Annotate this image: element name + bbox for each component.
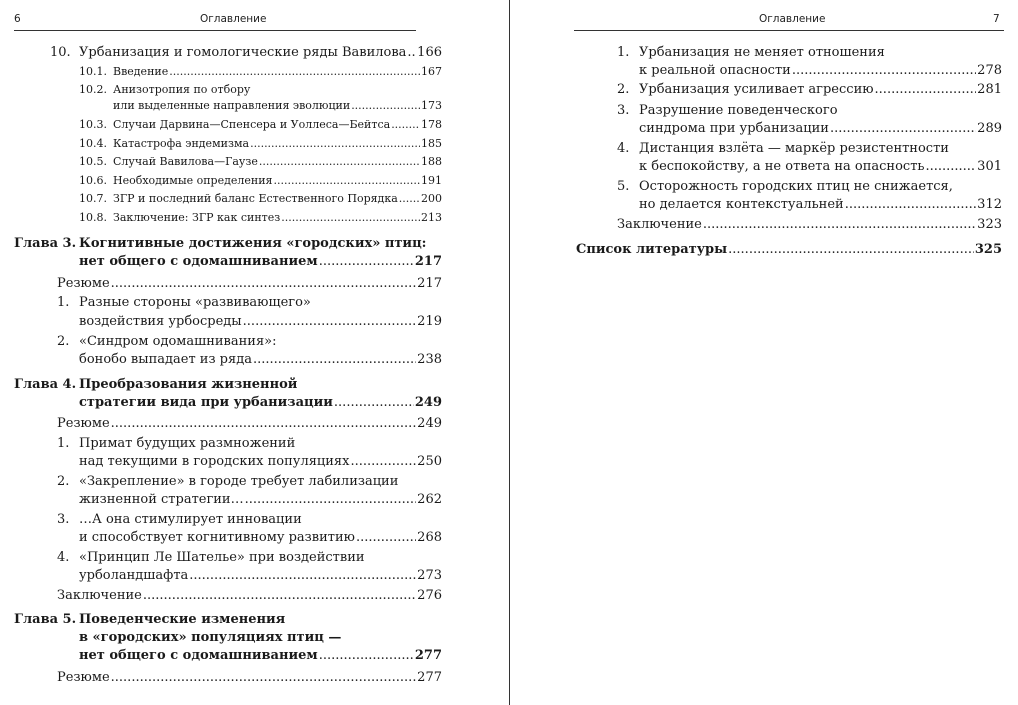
chapter-title: в «городских» популяциях птиц — [79, 630, 342, 645]
entry-page: 173 [421, 99, 442, 112]
entry-title: «Принцип Ле Шателье» при воздействии [79, 550, 365, 565]
entry-number: 10.3. [79, 118, 107, 131]
leader-dots [391, 117, 420, 133]
toc-chapter-3-line1[interactable] [14, 235, 426, 253]
entry-title: Случай Вавилова—Гаузе [113, 155, 258, 168]
right-header-rule [574, 30, 1004, 31]
entry-page: 191 [421, 174, 442, 187]
toc-entry-10-7[interactable] [79, 191, 442, 207]
toc-entry-ch3-2-line1[interactable] [57, 333, 277, 351]
leader-dots [830, 120, 976, 138]
toc-entry-10-3[interactable] [79, 117, 442, 133]
entry-page: 188 [421, 155, 442, 168]
entry-page: 166 [417, 45, 442, 60]
entry-page: 273 [417, 568, 442, 583]
toc-entry-r5[interactable] [639, 196, 1002, 214]
toc-entry-r4-line1[interactable] [617, 140, 949, 158]
chapter-title: Поведенческие изменения [79, 612, 286, 627]
entry-title: Анизотропия по отбору [113, 83, 251, 96]
leader-dots [319, 253, 414, 271]
entry-title: …А она стимулирует инновации [79, 512, 302, 527]
entry-title: Резюме [57, 416, 110, 431]
entry-title: «Синдром одомашнивания»: [79, 334, 277, 349]
toc-entry-ch4-conclusion[interactable] [57, 587, 442, 605]
leader-dots [143, 587, 416, 605]
toc-entry-10-1[interactable] [79, 64, 442, 80]
entry-title: бонобо выпадает из ряда [79, 352, 252, 367]
entry-title: или выделенные направления эволюции [113, 99, 351, 112]
entry-title: Урбанизация усиливает агрессию [639, 82, 874, 97]
leader-dots [399, 191, 420, 207]
leader-dots [111, 415, 417, 433]
toc-entry-ch4-2[interactable] [79, 491, 442, 509]
entry-page: 276 [417, 588, 442, 603]
toc-entry-10-2-line1[interactable] [79, 82, 250, 98]
entry-page: 178 [421, 118, 442, 131]
leader-dots [259, 154, 420, 170]
entry-number: 2. [617, 82, 630, 97]
leader-dots [281, 210, 420, 226]
toc-chapter-5-line1[interactable] [14, 611, 285, 629]
entry-page: 278 [977, 63, 1002, 78]
toc-chapter-5-line2[interactable] [79, 629, 341, 647]
entry-page: 213 [421, 211, 442, 224]
entry-number: 10.4. [79, 137, 107, 150]
entry-title: воздействия урбосреды [79, 314, 242, 329]
entry-number: 3. [617, 103, 630, 118]
entry-number: 2. [57, 474, 70, 489]
entry-title: Разрушение поведенческого [639, 103, 838, 118]
leader-dots [243, 313, 417, 331]
leader-dots [319, 647, 414, 665]
entry-title: Катастрофа эндемизма [113, 137, 250, 150]
entry-page: 312 [977, 197, 1002, 212]
toc-entry-r1[interactable] [639, 62, 1002, 80]
chapter-title: нет общего с одомашниванием [79, 648, 318, 663]
toc-entry-r4[interactable] [639, 158, 1002, 176]
entry-title: Резюме [57, 276, 110, 291]
leader-dots [111, 275, 417, 293]
entry-title: Заключение [57, 588, 142, 603]
leader-dots [356, 529, 416, 547]
entry-page: 249 [417, 416, 442, 431]
toc-entry-ch5-resume[interactable] [57, 669, 442, 687]
toc-entry-r3[interactable] [639, 120, 1002, 138]
entry-page: 323 [977, 217, 1002, 232]
entry-title: и способствует когнитивному развитию [79, 530, 355, 545]
entry-title: «Закрепление» в городе требует лабилизации [79, 474, 399, 489]
leader-dots [407, 44, 416, 62]
right-running-head: Оглавление [759, 13, 826, 25]
leader-dots [250, 136, 420, 152]
leader-dots [792, 62, 976, 80]
leader-dots [728, 241, 974, 259]
entry-number: 1. [617, 45, 630, 60]
entry-page: 167 [421, 65, 442, 78]
entry-number: 4. [617, 141, 630, 156]
entry-title: Урбанизация не меняет отношения [639, 45, 885, 60]
toc-entry-ch3-2[interactable] [79, 351, 442, 369]
toc-entry-r2[interactable] [617, 81, 1002, 99]
entry-title: к беспокойству, а не ответа на опасность [639, 159, 925, 174]
chapter-page: 217 [414, 254, 442, 269]
entry-title: синдрома при урбанизации [639, 121, 829, 136]
entry-title: над текущими в городских популяциях [79, 454, 350, 469]
entry-title: Примат будущих размножений [79, 436, 296, 451]
leader-dots [703, 216, 976, 234]
left-header-rule [14, 30, 416, 31]
entry-number: 10.7. [79, 192, 107, 205]
chapter-title: Список литературы [576, 242, 728, 257]
leader-dots [189, 567, 416, 585]
leader-dots [273, 173, 420, 189]
toc-entry-ch4-4-line1[interactable] [57, 549, 365, 567]
toc-entry-10-2[interactable] [113, 98, 442, 114]
leader-dots [925, 158, 976, 176]
chapter-label: Глава 4. [14, 377, 77, 392]
toc-entry-r1-line1[interactable] [617, 44, 885, 62]
entry-title: Заключение [617, 217, 702, 232]
chapter-page: 249 [414, 395, 442, 410]
entry-title: к реальной опасности [639, 63, 791, 78]
entry-title: Заключение: ЗГР как синтез [113, 211, 281, 224]
toc-chapter-5[interactable] [79, 647, 442, 665]
toc-entry-ch4-1[interactable] [79, 453, 442, 471]
entry-page: 200 [421, 192, 442, 205]
entry-title: Необходимые определения [113, 174, 273, 187]
chapter-page: 277 [414, 648, 442, 663]
toc-entry-10-4[interactable] [79, 136, 442, 152]
toc-entry-10-5[interactable] [79, 154, 442, 170]
entry-number: 10.6. [79, 174, 107, 187]
chapter-page: 325 [974, 242, 1002, 257]
toc-entry-ch4-3-line1[interactable] [57, 511, 302, 529]
entry-title: Случаи Дарвина—Спенсера и Уоллеса—Бейтса [113, 118, 391, 131]
toc-entry-ch3-1-line1[interactable] [57, 294, 311, 312]
chapter-label: Глава 3. [14, 236, 77, 251]
left-running-head: Оглавление [200, 13, 267, 25]
toc-entry-10-8[interactable] [79, 210, 442, 226]
toc-entry-ch3-resume[interactable] [57, 275, 442, 293]
leader-dots [111, 669, 417, 687]
entry-number: 10. [50, 45, 71, 60]
entry-number: 4. [57, 550, 70, 565]
entry-title: жизненной стратегии… [79, 492, 244, 507]
left-page-number: 6 [14, 13, 21, 25]
entry-page: 268 [417, 530, 442, 545]
toc-entry-10-6[interactable] [79, 173, 442, 189]
entry-number: 5. [617, 179, 630, 194]
entry-title: ЗГР и последний баланс Естественного Порядка [113, 192, 398, 205]
leader-dots [245, 491, 417, 509]
leader-dots [845, 196, 976, 214]
entry-number: 10.8. [79, 211, 107, 224]
leader-dots [350, 453, 416, 471]
toc-entry-r-conclusion[interactable] [617, 216, 1002, 234]
entry-title: Введение [113, 65, 169, 78]
leader-dots [351, 98, 420, 114]
toc-bibliography[interactable] [576, 241, 1002, 259]
leader-dots [169, 64, 420, 80]
entry-number: 1. [57, 436, 70, 451]
entry-page: 281 [977, 82, 1002, 97]
toc-entry-ch4-2-line1[interactable] [57, 473, 398, 491]
entry-page: 277 [417, 670, 442, 685]
leader-dots [253, 351, 416, 369]
entry-number: 2. [57, 334, 70, 349]
toc-entry-r5-line1[interactable] [617, 178, 953, 196]
entry-number: 10.1. [79, 65, 107, 78]
entry-title: Урбанизация и гомологические ряды Вавилова [79, 45, 407, 60]
entry-page: 219 [417, 314, 442, 329]
entry-number: 10.5. [79, 155, 107, 168]
leader-dots [334, 394, 414, 412]
entry-number: 3. [57, 512, 70, 527]
leader-dots [875, 81, 977, 99]
toc-chapter-4[interactable] [79, 394, 442, 412]
entry-page: 238 [417, 352, 442, 367]
chapter-title: нет общего с одомашниванием [79, 254, 318, 269]
entry-page: 217 [417, 276, 442, 291]
toc-chapter-4-line1[interactable] [14, 376, 297, 394]
entry-title: Резюме [57, 670, 110, 685]
toc-entry-r3-line1[interactable] [617, 102, 838, 120]
chapter-label: Глава 5. [14, 612, 77, 627]
chapter-title: Преобразования жизненной [79, 377, 298, 392]
toc-entry-ch4-4[interactable] [79, 567, 442, 585]
entry-page: 262 [417, 492, 442, 507]
entry-number: 1. [57, 295, 70, 310]
entry-page: 185 [421, 137, 442, 150]
right-page-number: 7 [993, 13, 1000, 25]
toc-entry-ch3-1[interactable] [79, 313, 442, 331]
entry-page: 289 [977, 121, 1002, 136]
page-gutter-divider [509, 0, 510, 705]
toc-entry-ch4-1-line1[interactable] [57, 435, 295, 453]
toc-chapter-3[interactable] [79, 253, 442, 271]
entry-title: Дистанция взлёта — маркёр резистентности [639, 141, 949, 156]
toc-entry-ch4-resume[interactable] [57, 415, 442, 433]
entry-title: Разные стороны «развивающего» [79, 295, 311, 310]
entry-page: 301 [977, 159, 1002, 174]
entry-title: Осторожность городских птиц не снижается, [639, 179, 953, 194]
chapter-title: Когнитивные достижения «городских» птиц: [79, 236, 427, 251]
toc-entry-sec10[interactable] [50, 44, 442, 62]
entry-title: но делается контекстуальней [639, 197, 844, 212]
chapter-title: стратегии вида при урбанизации [79, 395, 333, 410]
entry-number: 10.2. [79, 83, 107, 96]
entry-page: 250 [417, 454, 442, 469]
toc-entry-ch4-3[interactable] [79, 529, 442, 547]
entry-title: урболандшафта [79, 568, 189, 583]
